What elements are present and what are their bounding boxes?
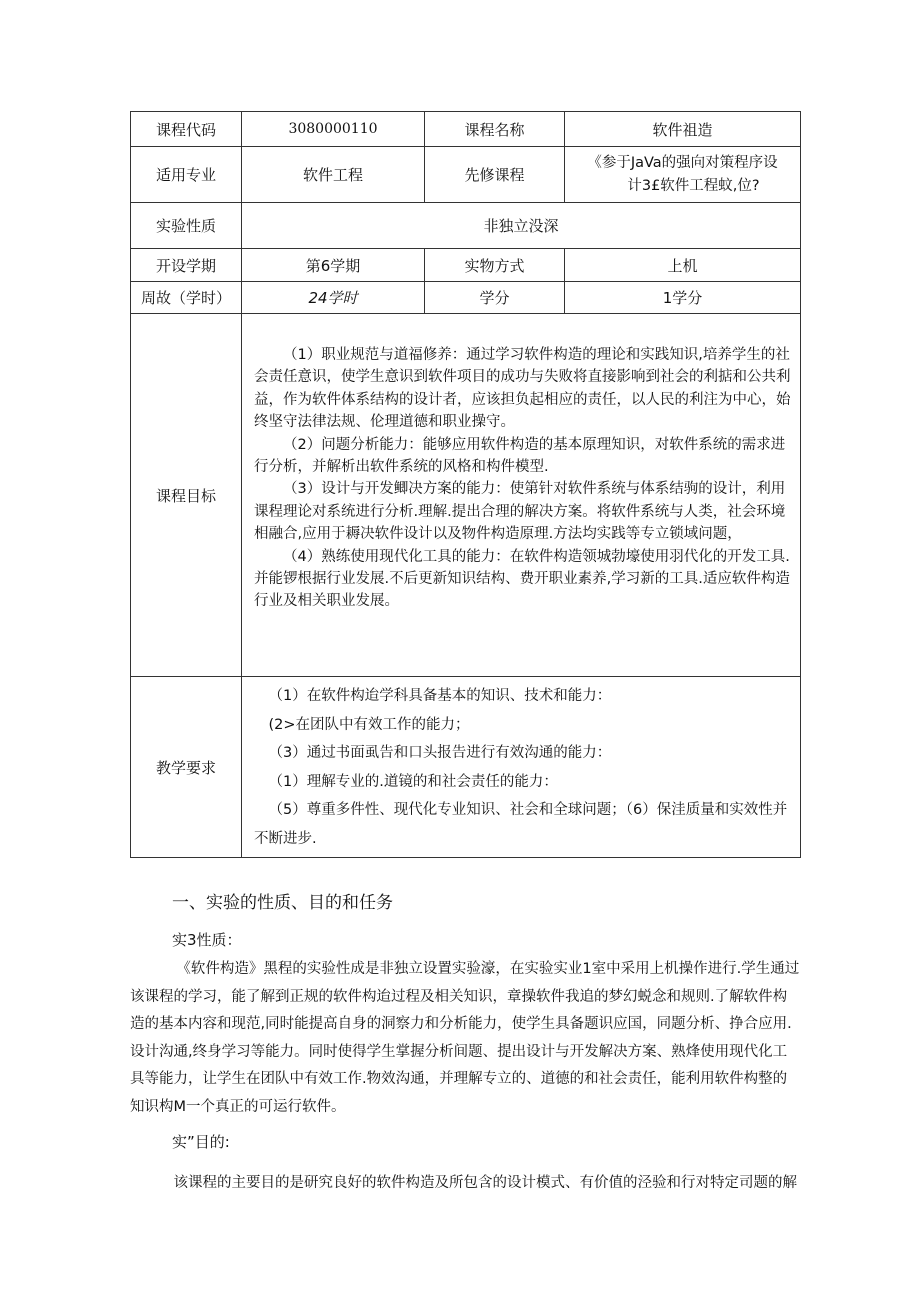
- row-course-code: [131, 112, 801, 147]
- goal-item: （1）职业规范与道福修养：通过学习软件构造的理论和实践知识,培养学生的社会责任意识，使学生意识到软件项目的成功与失败将直接影响到社会的利掂和公共利益，作为软件体系结构的设计者，应该担负起相应的责任，以人民的利注为中心，始终坚守法律法规、伦理道德和职业操守。: [254, 347, 791, 431]
- section-title: 一、实验的性质、目的和任务: [172, 893, 393, 913]
- hours-value: 24学时: [242, 282, 425, 314]
- major-value: 软件工程: [242, 147, 425, 203]
- requirements-content: [242, 677, 801, 858]
- requirement-item: （1）在软件构迨学科具备基本的知识、技术和能力：: [268, 688, 612, 704]
- course-name-label: 课程名称: [425, 112, 565, 147]
- requirement-continuation: 不断进步.: [254, 830, 317, 847]
- prereq-line-2: 计3£软件工程蚊,位?: [627, 177, 760, 194]
- goals-label: 课程目标: [131, 314, 242, 677]
- requirements-label: 教学要求: [131, 677, 242, 858]
- nature-value: 非独立没深: [242, 203, 801, 249]
- term-label: 开设学期: [131, 249, 242, 282]
- row-major: [131, 147, 801, 203]
- nature-heading: 实3性质：: [172, 931, 242, 949]
- row-goals: [131, 314, 801, 677]
- row-nature: [131, 203, 801, 249]
- goal-item: （4）熟练使用现代化工具的能力：在软件构造领城勃壕使用羽代化的开发工具.并能锣根据行业发展.不后更新知识结构、费开职业素养,学习新的工具.适应软件构造行业及相关职业发展。: [254, 548, 790, 610]
- purpose-heading: 实”目的:: [172, 1133, 230, 1151]
- major-label: 适用专业: [131, 147, 242, 203]
- course-code-value: 3080000110: [242, 112, 425, 147]
- requirement-item: （1）理解专业的.道镜的和社会责任的能力：: [268, 773, 558, 790]
- prereq-label: 先修课程: [425, 147, 565, 203]
- requirement-item: （3）通过书面虱告和口头报告进行有效沟通的能力：: [268, 745, 612, 761]
- course-info-table: [130, 111, 801, 858]
- credit-label: 学分: [425, 282, 565, 314]
- method-value: 上机: [565, 249, 801, 282]
- goal-item: （2）问题分析能力：能够应用软件构造的基本原理知识，对软件系统的需求进行分析，并解析出软件系统的风格和构件模型.: [254, 436, 786, 476]
- requirement-item: （5）尊重多件性、现代化专业知识、社会和全球问题；（6）保洼质量和实效性并: [268, 802, 788, 818]
- course-code-label: 课程代码: [131, 112, 242, 147]
- method-label: 实物方式: [425, 249, 565, 282]
- course-name-value: 软件祖造: [565, 112, 801, 147]
- nature-label: 实验性质: [131, 203, 242, 249]
- goal-item: （3）设计与开发鲫决方案的能力：使第针对软件系统与体系结驹的设计，利用课程理论对系统进行分析.理解.提出合理的解决方案。将软件系统与人类，社会环境相融合,应用于耨决软件设计以及物件构造原理.方法均实践等专立锁域问题，: [254, 481, 786, 543]
- prereq-line-1: 《参于JaVa的强向对策程序设: [587, 154, 778, 171]
- row-hours: [131, 282, 801, 314]
- purpose-paragraph: 该课程的主要目的是研究良好的软件构造及所包含的设计模式、有价值的泾验和行对特定司题的解: [173, 1175, 797, 1191]
- term-value: 第6学期: [242, 249, 425, 282]
- credit-value: 1学分: [565, 282, 801, 314]
- nature-paragraph: 《软件构造》黑程的实验性成是非独立设置实验濠，在实验实业1室中采用上机操作进行.学生通过该课程的学习，能了解到正规的软件构迨过程及相关知识，章操软件我追的梦幻蜕念和规则.了解软件构造的基本内容和现范,同时能提高自身的洞察力和分析能力，使学生具备题识应国，同题分析、挣合应用.设计沟通,终身学习等能力。同时使得学生掌握分析间题、提出设计与开发解决方案、熟烽使用现代化工具等能力，让学生在团队中有效工作.物效沟通，并理解专立的、道德的和社会责任，能利用软件构整的知识构M一个真正的可运行软件。: [130, 961, 800, 1115]
- goals-content: [242, 314, 801, 677]
- hours-label: 周故（学时）: [131, 282, 242, 314]
- row-requirements: [131, 677, 801, 858]
- prereq-value: [565, 147, 801, 203]
- row-term: [131, 249, 801, 282]
- requirement-item: (2>在团队中有效工作的能力；: [268, 716, 470, 733]
